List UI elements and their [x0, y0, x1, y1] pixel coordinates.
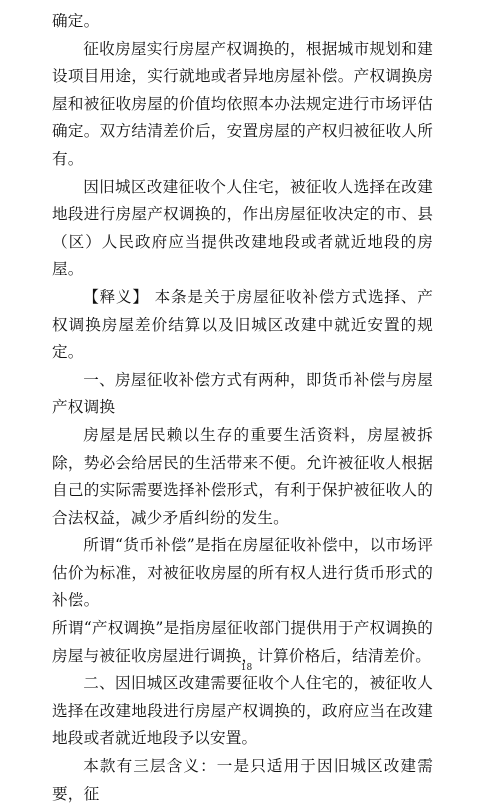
section-heading-two: 二、因旧城区改建需要征收个人住宅的，被征收人选择在改建地段进行房屋产权调换的，政府应当在改建地段或者就近地段予以安置。 [52, 674, 433, 748]
paragraph-old-city-reconstruction: 因旧城区改建征收个人住宅，被征收人选择在改建地段进行房屋产权调换的，作出房屋征收决定的市、县（区）人民政府应当提供改建地段或者就近地段的房屋。 [52, 177, 433, 279]
paragraph-monetary-compensation: 所谓“货币补偿”是指在房屋征收补偿中，以市场评估价为标准，对被征收房屋的所有权人进行货币形式的补偿。 [52, 536, 433, 610]
section-heading-one: 一、房屋征收补偿方式有两种，即货币补偿与房屋产权调换 [52, 370, 433, 417]
paragraph-housing-importance: 房屋是居民赖以生存的重要生活资料，房屋被拆除，势必会给居民的生活带来不便。允许被征收人根据自己的实际需要选择补偿形式，有利于保护被征收人的合法权益，减少矛盾纠纷的发生。 [52, 425, 433, 527]
paragraph-continuation: 确定。 [52, 12, 100, 30]
paragraph-property-exchange-definition: 所谓“产权调换”是指房屋征收部门提供用于产权调换的房屋与被征收房屋进行调换，计算价格后，结清差价。 [52, 619, 433, 665]
page-number: 18 [240, 663, 253, 673]
paragraph-three-meanings: 本款有三层含义：一是只适用于因旧城区改建需要，征 [52, 757, 433, 803]
paragraph-interpretation: 【释义】 本条是关于房屋征收补偿方式选择、产权调换房屋差价结算以及旧城区改建中就近安置的规定。 [52, 287, 433, 362]
paragraph-property-exchange: 征收房屋实行房屋产权调换的，根据城市规划和建设项目用途，实行就地或者异地房屋补偿。产权调换房屋和被征收房屋的价值均依照本办法规定进行市场评估确定。双方结清差价后，安置房屋的产权归被征收人所有。 [52, 39, 433, 168]
